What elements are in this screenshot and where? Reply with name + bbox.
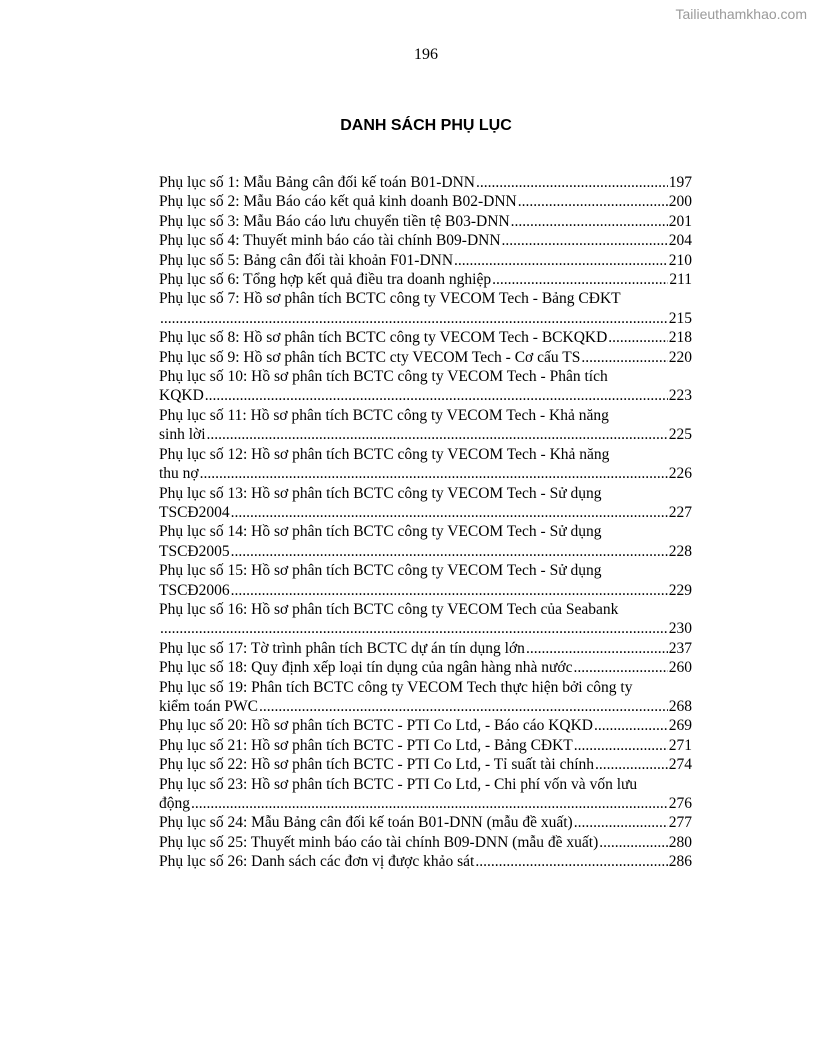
dot-leader bbox=[608, 328, 667, 347]
entry-page-number: 197 bbox=[668, 174, 692, 191]
dot-leader bbox=[207, 425, 668, 444]
appendix-entry[interactable] bbox=[159, 270, 692, 289]
entry-title: Phụ lục số 26: Danh sách các đơn vị được khảo sát bbox=[159, 853, 475, 871]
appendix-entry[interactable] bbox=[159, 328, 692, 347]
appendix-entry[interactable] bbox=[159, 367, 692, 406]
entry-page-number: 269 bbox=[668, 717, 692, 735]
dot-leader bbox=[599, 833, 668, 852]
entry-title: Phụ lục số 23: Hồ sơ phân tích BCTC - PTI Co Ltd, - Chi phí vốn và vốn lưu bbox=[159, 775, 638, 793]
entry-page-number: 200 bbox=[668, 193, 692, 211]
entry-page-number: 268 bbox=[668, 697, 692, 715]
appendix-entry[interactable] bbox=[159, 173, 692, 192]
entry-title: Phụ lục số 21: Hồ sơ phân tích BCTC - PTI Co Ltd, - Bảng CĐKT bbox=[159, 736, 573, 754]
appendix-entry[interactable] bbox=[159, 755, 692, 774]
entry-title: Phụ lục số 22: Hồ sơ phân tích BCTC - PTI Co Ltd, - Tỉ suất tài chính bbox=[159, 756, 594, 774]
entry-page-number: 210 bbox=[668, 251, 692, 269]
entry-title: Phụ lục số 2: Mẫu Báo cáo kết quả kinh doanh B02-DNN bbox=[159, 193, 517, 211]
appendix-entry[interactable] bbox=[159, 639, 692, 658]
appendix-entry[interactable] bbox=[159, 736, 692, 755]
entry-title: Phụ lục số 24: Mẫu Bảng cân đối kế toán B01-DNN (mẫu đề xuất) bbox=[159, 814, 573, 832]
entry-title: Phụ lục số 12: Hồ sơ phân tích BCTC công ty VECOM Tech - Khả năng bbox=[159, 445, 610, 463]
entry-page-number: 237 bbox=[668, 639, 692, 657]
entry-page-number: 260 bbox=[668, 659, 692, 677]
entry-title: Phụ lục số 14: Hồ sơ phân tích BCTC công ty VECOM Tech - Sử dụng bbox=[159, 523, 602, 541]
entry-title: Phụ lục số 9: Hồ sơ phân tích BCTC cty VECOM Tech - Cơ cấu TS bbox=[159, 348, 581, 366]
entry-title: Phụ lục số 18: Quy định xếp loại tín dụng của ngân hàng nhà nước bbox=[159, 659, 573, 677]
entry-title: Phụ lục số 5: Bảng cân đối tài khoản F01-DNN bbox=[159, 251, 454, 269]
entry-title: Phụ lục số 4: Thuyết minh báo cáo tài chính B09-DNN bbox=[159, 232, 501, 250]
entry-page-number: 225 bbox=[668, 426, 692, 444]
entry-page-number: 226 bbox=[668, 465, 692, 483]
entry-title: Phụ lục số 6: Tổng hợp kết quả điều tra doanh nghiệp bbox=[159, 271, 492, 289]
page-title: DANH SÁCH PHỤ LỤC bbox=[340, 117, 512, 134]
appendix-entry[interactable] bbox=[159, 658, 692, 677]
entry-page-number: 229 bbox=[668, 581, 692, 599]
appendix-entry[interactable] bbox=[159, 289, 692, 328]
entry-title-continued: TSCĐ2006 bbox=[159, 581, 230, 599]
entry-page-number: 271 bbox=[668, 736, 692, 754]
dot-leader bbox=[191, 794, 668, 813]
dot-leader bbox=[526, 639, 668, 658]
dot-leader bbox=[160, 309, 668, 328]
entry-page-number: 277 bbox=[668, 814, 692, 832]
dot-leader bbox=[581, 348, 667, 367]
appendix-entry[interactable] bbox=[159, 852, 692, 871]
dot-leader bbox=[476, 173, 668, 192]
entry-title: Phụ lục số 13: Hồ sơ phân tích BCTC công ty VECOM Tech - Sử dụng bbox=[159, 484, 602, 502]
dot-leader bbox=[595, 755, 668, 774]
dot-leader bbox=[200, 464, 668, 483]
entry-title: Phụ lục số 11: Hồ sơ phân tích BCTC công ty VECOM Tech - Khả năng bbox=[159, 406, 609, 424]
appendix-list bbox=[159, 173, 692, 872]
entry-page-number: 280 bbox=[668, 833, 692, 851]
dot-leader bbox=[574, 658, 668, 677]
appendix-entry[interactable] bbox=[159, 561, 692, 600]
entry-title: Phụ lục số 8: Hồ sơ phân tích BCTC công ty VECOM Tech - BCKQKD bbox=[159, 329, 608, 347]
dot-leader bbox=[594, 716, 668, 735]
entry-title: Phụ lục số 1: Mẫu Bảng cân đối kế toán B01-DNN bbox=[159, 174, 475, 191]
dot-leader bbox=[231, 542, 668, 561]
appendix-entry[interactable] bbox=[159, 251, 692, 270]
entry-title: Phụ lục số 20: Hồ sơ phân tích BCTC - PTI Co Ltd, - Báo cáo KQKD bbox=[159, 717, 593, 735]
entry-title: Phụ lục số 7: Hồ sơ phân tích BCTC công ty VECOM Tech - Bảng CĐKT bbox=[159, 290, 621, 308]
appendix-entry[interactable] bbox=[159, 678, 692, 717]
entry-page-number: 230 bbox=[668, 620, 692, 638]
entry-title: Phụ lục số 25: Thuyết minh báo cáo tài chính B09-DNN (mẫu đề xuất) bbox=[159, 833, 599, 851]
entry-page-number: 227 bbox=[668, 503, 692, 521]
entry-title-continued: kiểm toán PWC bbox=[159, 697, 259, 715]
dot-leader bbox=[475, 852, 667, 871]
dot-leader bbox=[454, 251, 668, 270]
dot-leader bbox=[160, 619, 668, 638]
appendix-entry[interactable] bbox=[159, 833, 692, 852]
entry-title-continued: thu nợ bbox=[159, 465, 199, 483]
dot-leader bbox=[231, 581, 668, 600]
entry-title: Phụ lục số 17: Tờ trình phân tích BCTC dự án tín dụng lớn bbox=[159, 639, 525, 657]
appendix-entry[interactable] bbox=[159, 212, 692, 231]
entry-title-continued: TSCĐ2004 bbox=[159, 503, 230, 521]
entry-page-number: 215 bbox=[668, 309, 692, 327]
entry-title: Phụ lục số 10: Hồ sơ phân tích BCTC công ty VECOM Tech - Phân tích bbox=[159, 368, 608, 386]
watermark: Tailieuthamkhao.com bbox=[675, 6, 807, 22]
dot-leader bbox=[574, 813, 668, 832]
entry-title: Phụ lục số 19: Phân tích BCTC công ty VECOM Tech thực hiện bởi công ty bbox=[159, 678, 633, 696]
entry-page-number: 228 bbox=[668, 542, 692, 560]
appendix-entry[interactable] bbox=[159, 775, 692, 814]
dot-leader bbox=[205, 386, 668, 405]
dot-leader bbox=[518, 192, 668, 211]
appendix-entry[interactable] bbox=[159, 231, 692, 250]
dot-leader bbox=[231, 503, 668, 522]
appendix-entry[interactable] bbox=[159, 813, 692, 832]
appendix-entry[interactable] bbox=[159, 522, 692, 561]
appendix-entry[interactable] bbox=[159, 484, 692, 523]
dot-leader bbox=[574, 736, 668, 755]
appendix-entry[interactable] bbox=[159, 348, 692, 367]
appendix-entry[interactable] bbox=[159, 445, 692, 484]
entry-page-number: 286 bbox=[668, 853, 692, 871]
entry-page-number: 220 bbox=[668, 348, 692, 366]
entry-title-continued: động bbox=[159, 795, 190, 812]
entry-page-number: 218 bbox=[668, 329, 692, 347]
entry-page-number: 204 bbox=[668, 232, 692, 250]
appendix-entry[interactable] bbox=[159, 716, 692, 735]
entry-title-continued: TSCĐ2005 bbox=[159, 542, 230, 560]
entry-page-number: 201 bbox=[668, 212, 692, 230]
entry-title: Phụ lục số 16: Hồ sơ phân tích BCTC công ty VECOM Tech của Seabank bbox=[159, 600, 619, 618]
page-number: 196 bbox=[414, 46, 438, 63]
dot-leader bbox=[502, 231, 668, 250]
entry-page-number: 276 bbox=[668, 795, 692, 812]
dot-leader bbox=[259, 697, 668, 716]
dot-leader bbox=[511, 212, 668, 231]
entry-title: Phụ lục số 3: Mẫu Báo cáo lưu chuyển tiền tệ B03-DNN bbox=[159, 212, 510, 230]
entry-page-number: 223 bbox=[668, 387, 692, 405]
entry-page-number: 211 bbox=[669, 271, 692, 289]
entry-page-number: 274 bbox=[668, 756, 692, 774]
entry-title-continued: sinh lời bbox=[159, 426, 206, 444]
appendix-entry[interactable] bbox=[159, 192, 692, 211]
appendix-entry[interactable] bbox=[159, 600, 692, 639]
entry-title-continued: KQKD bbox=[159, 387, 204, 405]
entry-title: Phụ lục số 15: Hồ sơ phân tích BCTC công ty VECOM Tech - Sử dụng bbox=[159, 562, 602, 580]
dot-leader bbox=[492, 270, 668, 289]
appendix-entry[interactable] bbox=[159, 406, 692, 445]
